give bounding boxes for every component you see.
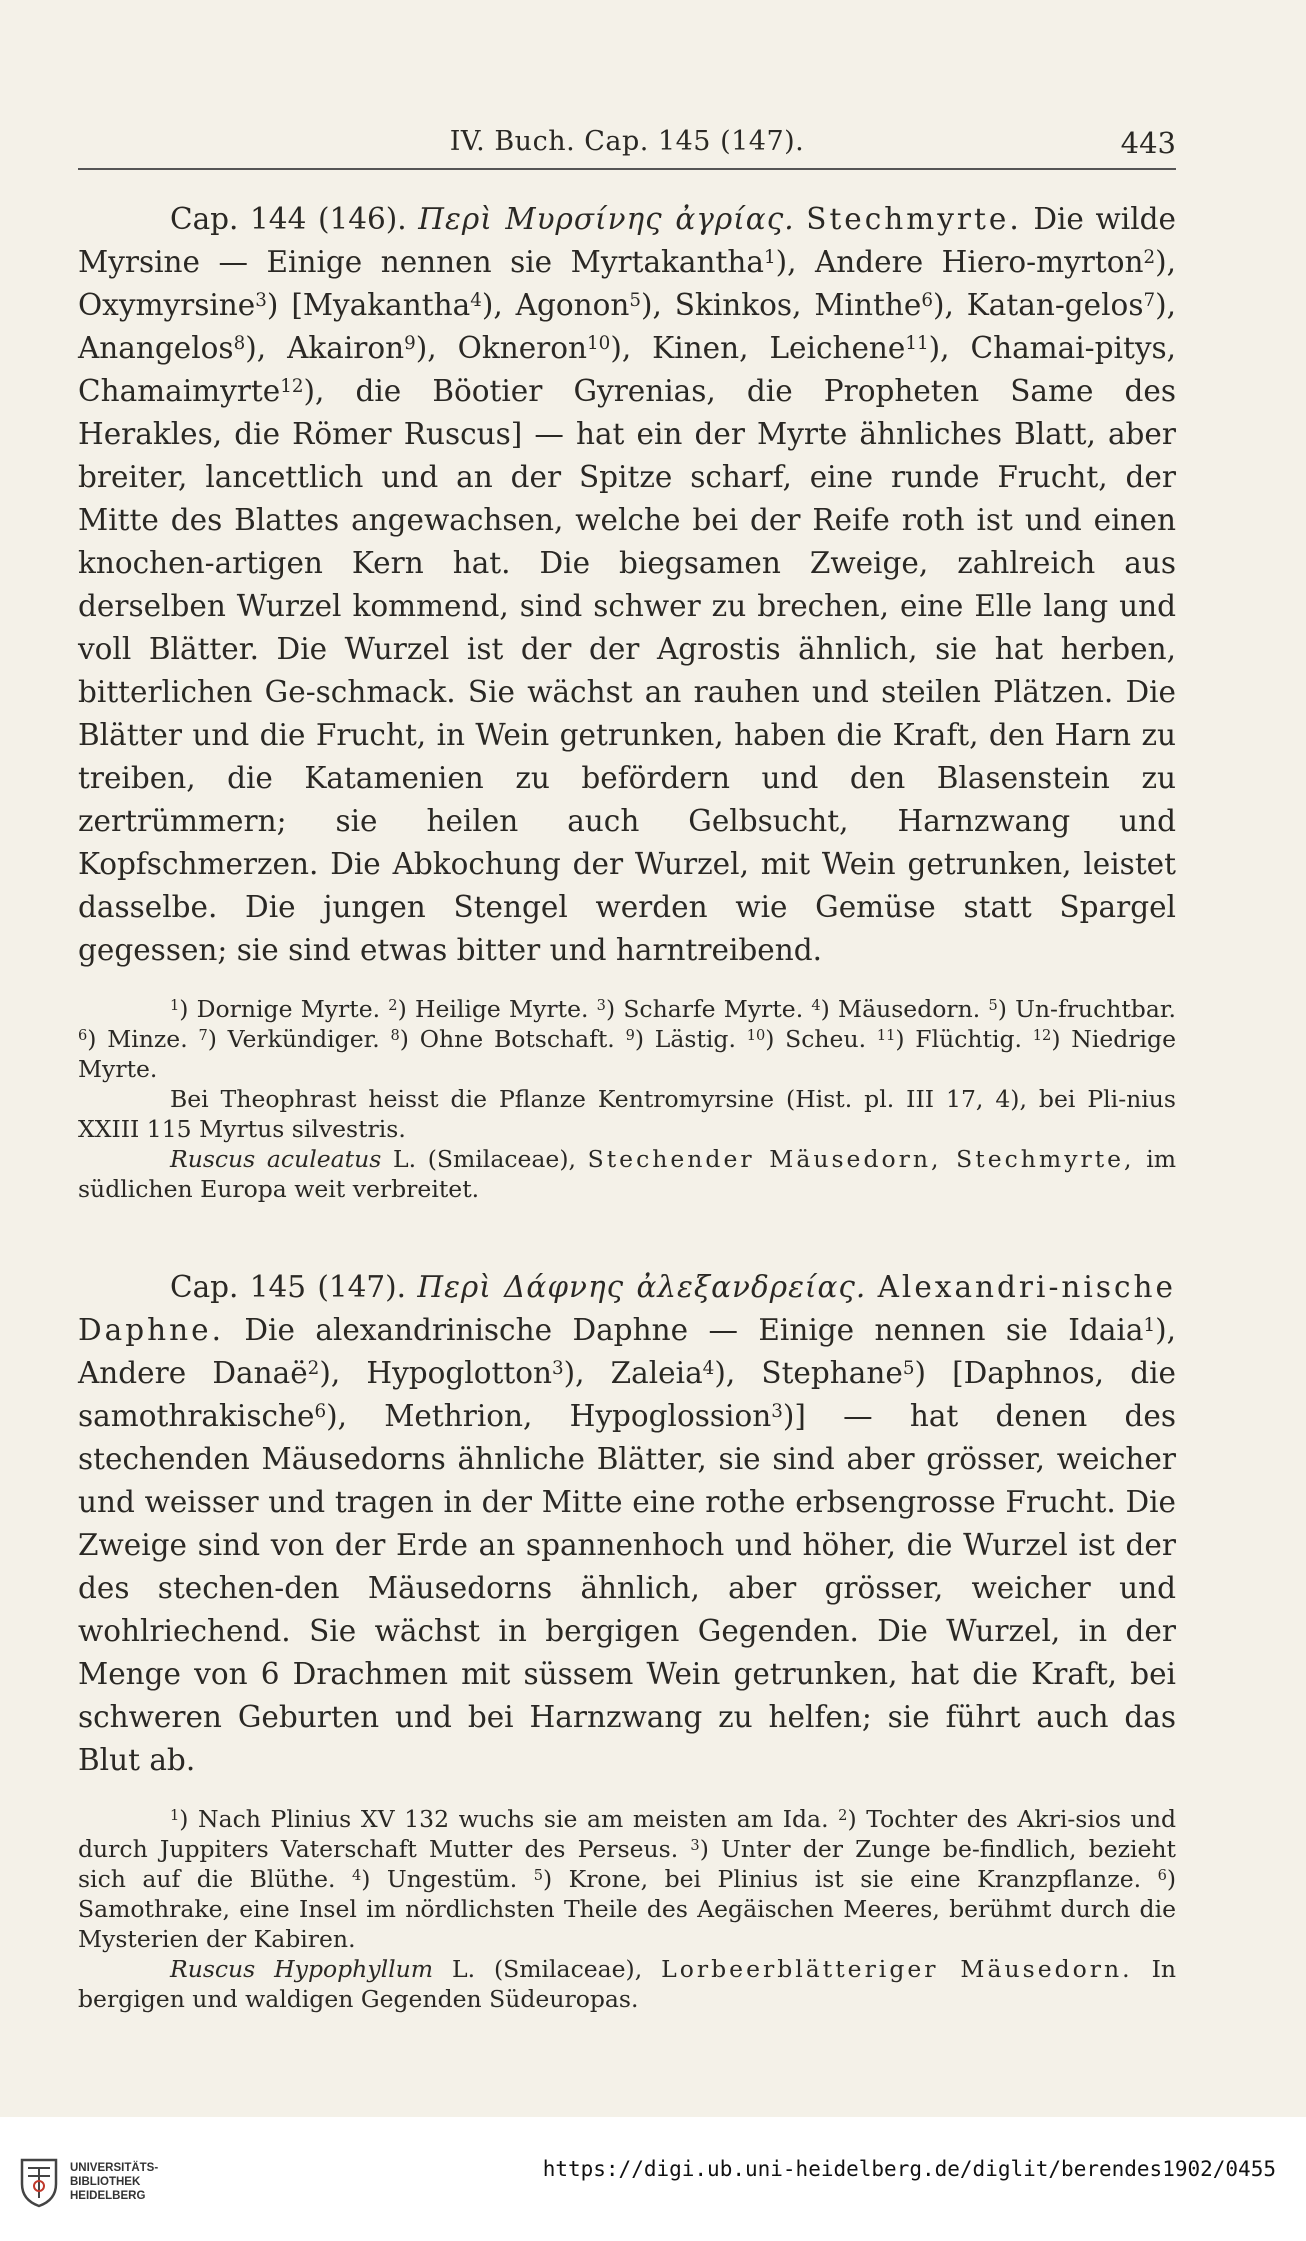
chapter-144 [78,198,1176,1204]
footnote-marker: 11 [905,332,929,354]
chapter-145-number: Cap. 145 (147). [170,1270,407,1304]
footnote-marker: 4 [811,996,821,1014]
footnote-marker: 10 [746,1026,766,1044]
footnote-marker: 5 [533,1866,543,1884]
footnote-marker: 1 [170,1806,180,1824]
footnote-marker: 4 [470,289,482,311]
footnote-marker: 8 [390,1026,400,1044]
heidelberg-seal-icon [18,2154,60,2210]
footnote-marker: 9 [625,1026,635,1044]
footnote-marker: 6 [921,289,933,311]
chapter-144-greek-title: Περὶ Μυρσίνης ἀγρίας. [418,202,795,236]
library-footer [0,2117,1306,2241]
chapter-145-footnotes [78,1804,1176,2014]
footnote-marker: 6 [1157,1866,1167,1884]
page-number: 443 [1120,126,1176,160]
chapter-144-footnotes [78,994,1176,1204]
chapter-144-body [78,198,1176,972]
chapter-145-comment-botanical [78,1954,1176,2014]
chapter-144-german-title: Stechmyrte. [806,202,1022,236]
footnote-marker: 6 [78,1026,88,1044]
footnote-marker: 10 [587,332,611,354]
chapter-145-body [78,1266,1176,1782]
footnote-marker: 2 [1143,246,1156,268]
chapter-145 [78,1266,1176,2014]
page-header [78,118,1176,170]
footnote-marker: 1 [763,246,776,268]
footnote-marker: 1 [170,996,180,1014]
footnote-marker: 2 [388,996,398,1014]
footnote-marker: 7 [1143,289,1156,311]
chapter-145-german-title: Alexandri-nische Daphne. [78,1270,1176,1347]
chapter-145-greek-title: Περὶ Δάφνης ἀλεξανδρείας. [417,1270,867,1304]
chapter-144-note-list: $^1$) Dornige Myrte. $^2$) Heilige Myrte. $^3$) Scharfe Myrte. $^4$) Mäusedorn. $^5$) Un-fruchtbar. $^6$) Minze. $^7$) Verkündiger. $^8$) Ohne Botschaft. $^9$) Lästig. $^{10}$) Scheu. $^{11}$) Flüchtig. $^{12}$) Niedrige Myrte. [78,995,1176,1083]
footnote-marker: 3 [255,289,267,311]
chapter-144-number: Cap. 144 (146). [170,202,407,236]
chapter-145-note-list: $^1$) Nach Plinius XV 132 wuchs sie am meisten am Ida. $^2$) Tochter des Akri-sios und durch Juppiters Vaterschaft Mutter des Perseus. $^3$) Unter der Zunge be-findlich, bezieht sich auf die Blüthe. $^4$) Ungestüm. $^5$) Krone, bei Plinius ist sie eine Kranzpflanze. $^6$) Samothrake, eine Insel im nördlichsten Theile des Aegäischen Meeres, berühmt durch die Mysterien der Kabiren. [78,1805,1177,1953]
page-content [78,198,1176,2014]
latin-name: Ruscus aculeatus [170,1145,382,1173]
chapter-144-comment-theophrast: Bei Theophrast heisst die Pflanze Kentromyrsine (Hist. pl. III 17, 4), bei Pli-nius XXIII 115 Myrtus silvestris. [78,1085,1176,1143]
library-logo[interactable] [18,2147,168,2217]
footnote-marker: 11 [876,1026,896,1044]
comment-text: In bergigen und waldigen Gegenden Südeuropas. [78,1955,1176,2013]
library-name-line: HEIDELBERG [70,2190,146,2202]
footnote-marker: 4 [352,1866,362,1884]
library-name-line: UNIVERSITÄTS- [70,2162,159,2174]
permalink-url[interactable]: https://digi.ub.uni-heidelberg.de/diglit/berendes1902/0455 [542,2157,1276,2181]
chapter-145-text: Die alexandrinische Daphne — Einige nennen sie Idaia$^1$), Andere Danaë$^2$), Hypoglotton$^3$), Zaleia$^4$), Stephane$^5$) [Daphnos, die samothrakische$^6$), Methrion, Hypoglossion$^3$)] — hat denen des stechenden Mäusedorns ähnliche Blätter, sie sind aber grösser, weicher und weisser und tragen in der Mitte eine rothe erbsengrosse Frucht. Die Zweige sind von der Erde an spannenhoch und höher, die Wurzel ist der des stechen-den Mäusedorns ähnlich, aber grösser, weicher und wohlriechend. Sie wächst in bergigen Gegenden. Die Wurzel, in der Menge von 6 Drachmen mit süssem Wein getrunken, hat die Kraft, bei schweren Geburten und bei Harnzwang zu helfen; sie führt auch das Blut ab. [78,1313,1177,1777]
library-name-line: BIBLIOTHEK [70,2176,141,2188]
comment-text: L. (Smilaceae), [433,1955,662,1983]
comment-text: L. (Smilaceae), [381,1145,588,1173]
footnote-marker: 5 [629,289,641,311]
footnote-marker: 3 [551,1357,564,1379]
footnote-marker: 8 [233,332,246,354]
comment-text: im südlichen Europa weit verbreitet. [78,1145,1177,1203]
chapter-144-text: Die wilde Myrsine — Einige nennen sie Myrtakantha$^1$), Andere Hiero-myrton$^2$), Oxymyrsine$^3$) [Myakantha$^4$), Agonon$^5$), Skinkos, Minthe$^6$), Katan-gelos$^7$), Anangelos$^8$), Akairon$^9$), Okneron$^{10}$), Kinen, Leichene$^{11}$), Chamai-pitys, Chamaimyrte$^{12}$), die Böotier Gyrenias, die Propheten Same des Herakles, die Römer Ruscus] — hat ein der Myrte ähnliches Blatt, aber breiter, lancettlich und an der Spitze scharf, eine runde Frucht, der Mitte des Blattes angewachsen, welche bei der Reife roth ist und einen knochen-artigen Kern hat. Die biegsamen Zweige, zahlreich aus derselben Wurzel kommend, sind schwer zu brechen, eine Elle lang und voll Blätter. Die Wurzel ist der der Agrostis ähnlich, sie hat herben, bitterlichen Ge-schmack. Sie wächst an rauhen und steilen Plätzen. Die Blätter und die Frucht, in Wein getrunken, haben die Kraft, den Harn zu treiben, die Katamenien zu befördern und den Blasenstein zu zertrümmern; sie heilen auch Gelbsucht, Harnzwang und Kopfschmerzen. Die Abkochung der Wurzel, mit Wein getrunken, leistet dasselbe. Die jungen Stengel werden wie Gemüse statt Spargel gegessen; sie sind etwas bitter und harntreibend. [78,202,1176,967]
common-name: Lorbeerblätteriger Mäusedorn. [661,1955,1133,1983]
common-name: Stechender Mäusedorn, Stechmyrte, [587,1145,1135,1173]
footnote-marker: 3 [690,1836,700,1854]
footnote-marker: 5 [988,996,998,1014]
footnote-marker: 4 [702,1357,715,1379]
footnote-marker: 9 [404,332,416,354]
latin-name: Ruscus Hypophyllum [170,1955,434,1983]
footnote-marker: 2 [307,1357,320,1379]
library-name [70,2161,158,2203]
footnote-marker: 5 [902,1357,915,1379]
footnote-marker: 6 [314,1400,327,1422]
footnote-marker: 12 [1032,1026,1052,1044]
footnote-marker: 2 [838,1806,848,1824]
chapter-144-comment-botanical [78,1144,1176,1204]
footnote-marker: 1 [1143,1314,1156,1336]
running-head: IV. Buch. Cap. 145 (147). [449,126,805,157]
footnote-marker: 3 [771,1400,783,1422]
footnote-marker: 7 [198,1026,208,1044]
footnote-marker: 12 [280,375,304,397]
footnote-marker: 3 [596,996,606,1014]
